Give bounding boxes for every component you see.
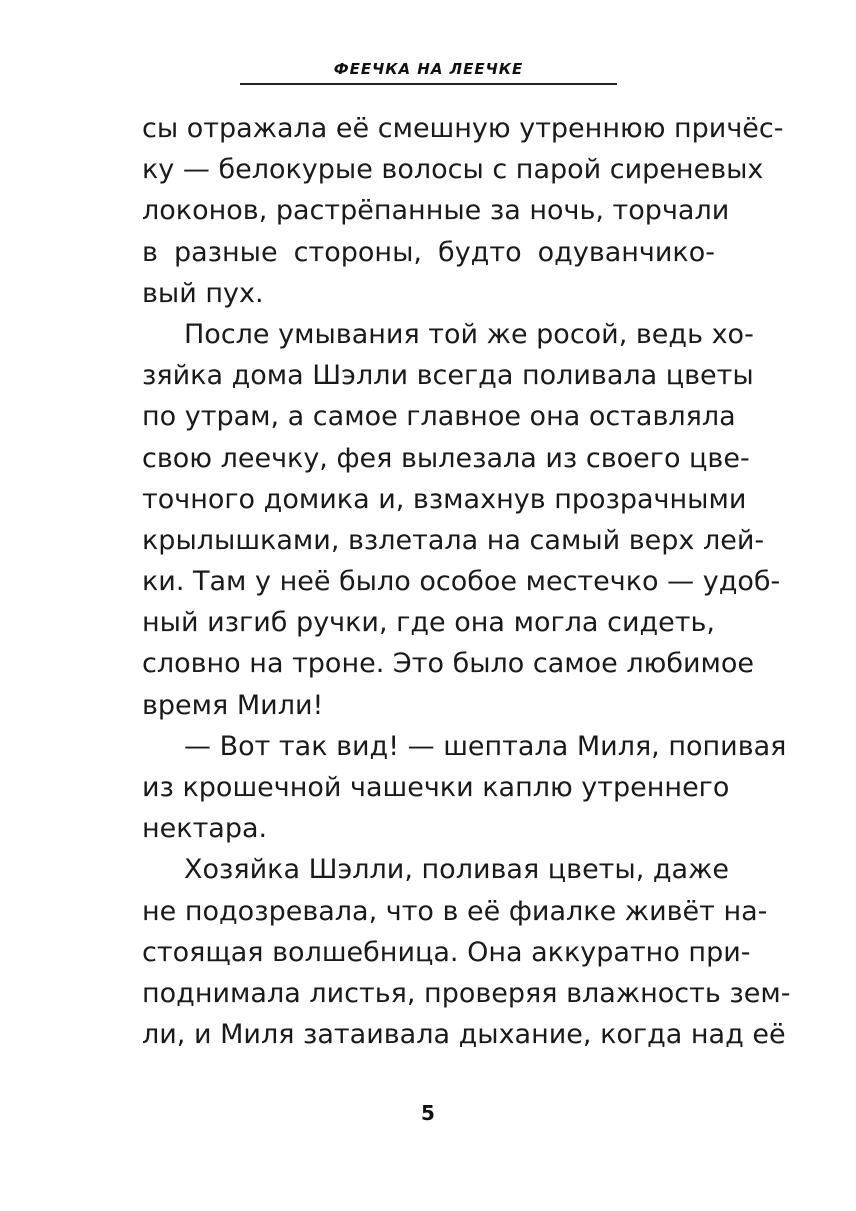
header-rule — [240, 83, 617, 85]
text-line: время Мили! — [142, 689, 324, 721]
text-line: в разные стороны, будто одуванчико- — [142, 236, 715, 268]
text-line: поднимала листья, проверяя влажность зем- — [142, 977, 791, 1009]
text-line: После умывания той же росой, ведь хо- — [184, 318, 754, 350]
text-line: по утрам, а самое главное она оставляла — [142, 401, 736, 433]
text-line: свою леечку, фея вылезала из своего цве- — [142, 442, 750, 474]
text-line: из крошечной чашечки каплю утреннего — [142, 772, 730, 803]
text-line: стоящая волшебница. Она аккуратно при- — [142, 936, 751, 968]
text-line: нектара. — [142, 813, 268, 845]
text-line: ки. Там у неё было особое местечко — удоб- — [142, 566, 781, 598]
text-line: — Вот так вид! — шептала Миля, попивая — [184, 730, 787, 762]
text-line: точного домика и, взмахнув прозрачными — [142, 483, 747, 515]
body-text — [142, 108, 791, 1055]
text-line: вый пух. — [142, 277, 264, 309]
page-number: 5 — [421, 1101, 435, 1125]
text-line: сы отражала её смешную утреннюю причёс- — [142, 113, 784, 144]
text-line: ный изгиб ручки, где она могла сидеть, — [142, 607, 715, 639]
text-line: ли, и Миля затаивала дыхание, когда над её — [142, 1019, 786, 1051]
text-line: зяйка дома Шэлли всегда поливала цветы — [142, 360, 754, 392]
text-line: локонов, растрёпанные за ночь, торчали — [142, 195, 730, 227]
text-line: Хозяйка Шэлли, поливая цветы, даже — [184, 854, 730, 886]
text-line: не подозревала, что в её фиалке живёт на- — [142, 895, 768, 927]
text-line: словно на троне. Это было самое любимое — [142, 648, 755, 680]
text-line: крылышками, взлетала на самый верх лей- — [142, 524, 765, 556]
running-head-title: ФЕЕЧКА НА ЛЕЕЧКЕ — [333, 60, 524, 78]
text-line: ку — белокурые волосы с парой сиреневых — [142, 154, 764, 186]
